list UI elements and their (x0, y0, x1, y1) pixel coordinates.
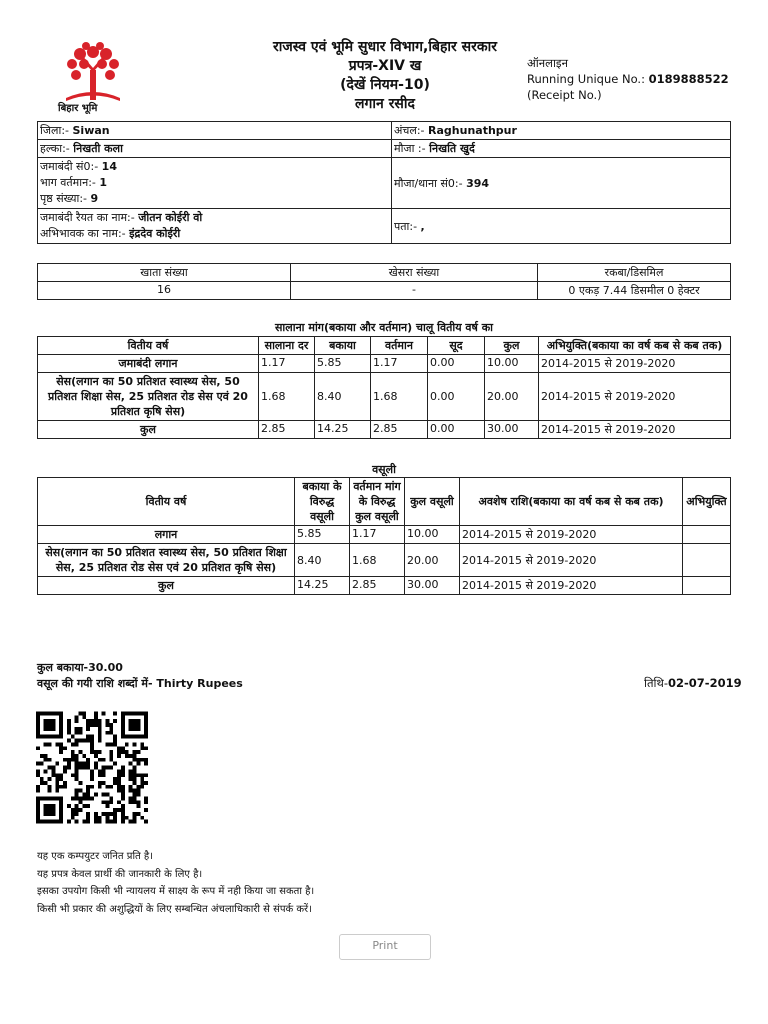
coll-cell (683, 526, 731, 544)
receipt-date (644, 676, 742, 691)
dues-cell: 1.68 (371, 373, 428, 421)
coll-header: बकाया के विरुद्ध वसूली (295, 478, 350, 526)
dues-cell: 1.68 (259, 373, 315, 421)
amount-words-label: वसूल की गयी राशि शब्दों में- (37, 677, 153, 690)
department-title: राजस्व एवं भूमि सुधार विभाग,बिहार सरकार (273, 39, 497, 55)
receipt-no-label: (Receipt No.) (527, 88, 602, 102)
coll-cell: कुल (38, 577, 295, 595)
note-line: किसी भी प्रकार की अशुद्धियों के लिए सम्बन्धित अंचलाधिकारी से संपर्क करें। (37, 903, 312, 915)
table-row (38, 355, 731, 373)
circle-value: Raghunathpur (428, 124, 517, 137)
rakba-header: रकबा/डिसमिल (538, 264, 731, 282)
coll-header: अभियुक्ति (683, 478, 731, 526)
dues-header: अभियुक्ति(बकाया का वर्ष कब से कब तक) (539, 337, 731, 355)
coll-cell: 30.00 (405, 577, 460, 595)
jamabandi-label: जमाबंदी सं0:- (40, 160, 99, 173)
coll-header: वर्तमान मांग के विरुद्ध कुल वसूली (350, 478, 405, 526)
address-value: , (420, 219, 425, 233)
collection-table (37, 477, 731, 595)
coll-cell: 2014-2015 से 2019-2020 (460, 544, 683, 577)
dues-cell: 30.00 (485, 421, 539, 439)
table-row (38, 544, 731, 577)
district-value: Siwan (72, 124, 110, 137)
annual-dues-table (37, 336, 731, 439)
halka-value: निखती कला (73, 142, 123, 155)
dues-cell: 0.00 (428, 355, 485, 373)
dues-header: कुल (485, 337, 539, 355)
coll-cell: 1.17 (350, 526, 405, 544)
receipt-title: लगान रसीद (355, 96, 415, 112)
guardian-label: अभिभावक का नाम:- (40, 227, 126, 240)
dues-cell: 0.00 (428, 373, 485, 421)
dues-header: वितीय वर्ष (38, 337, 259, 355)
dues-cell: 1.17 (371, 355, 428, 373)
khesra-header: खेसरा संख्या (291, 264, 538, 282)
receipt-number-block (527, 55, 729, 103)
rakba-value: 0 एकड़ 7.44 डिसमील 0 हेक्टर (538, 282, 731, 300)
coll-cell (683, 577, 731, 595)
table-row (38, 577, 731, 595)
coll-header: अवशेष राशि(बकाया का वर्ष कब से कब तक) (460, 478, 683, 526)
coll-cell: 14.25 (295, 577, 350, 595)
dues-header: सूद (428, 337, 485, 355)
running-no-value: 0189888522 (648, 72, 729, 86)
dues-cell: 2014-2015 से 2019-2020 (539, 373, 731, 421)
table-row (38, 526, 731, 544)
bhag-value: 1 (99, 176, 108, 189)
dues-title: सालाना मांग(बकाया और वर्तमान) चालू वितीय वर्ष का (274, 321, 494, 334)
dues-header: वर्तमान (371, 337, 428, 355)
halka-label: हल्का:- (40, 142, 70, 155)
collection-title: वसूली (372, 463, 396, 476)
circle-label: अंचल:- (394, 124, 425, 137)
dues-cell: कुल (38, 421, 259, 439)
dues-header: सालाना दर (259, 337, 315, 355)
coll-header: कुल वसूली (405, 478, 460, 526)
thana-label: मौजा/थाना सं0:- (394, 176, 463, 190)
date-value: 02-07-2019 (668, 676, 742, 690)
online-label: ऑनलाइन (527, 56, 568, 70)
page-label: पृष्ठ संख्या:- (40, 192, 87, 205)
district-label: जिला:- (40, 124, 69, 137)
table-row (38, 421, 731, 439)
address-label: पता:- (394, 219, 418, 233)
print-button[interactable]: Print (339, 934, 431, 960)
coll-cell: लगान (38, 526, 295, 544)
dues-cell: 1.17 (259, 355, 315, 373)
note-line: इसका उपयोग किसी भी न्यायलय में साक्ष्य के रूप में नही किया जा सकता है। (37, 886, 315, 897)
raiyat-label: जमाबंदी रैयत का नाम:- (40, 211, 135, 224)
rule-reference: (देखें नियम-10) (340, 77, 430, 93)
bhag-label: भाग वर्तमान:- (40, 176, 96, 189)
note-line: यह प्रपत्र केवल प्रार्थी की जानकारी के लिए है। (37, 868, 203, 880)
dues-cell: जमाबंदी लगान (38, 355, 259, 373)
date-label: तिथि- (644, 676, 669, 690)
dues-cell: 2.85 (371, 421, 428, 439)
raiyat-value: जीतन कोईरी वो (138, 211, 203, 224)
coll-cell: सेस(लगान का 50 प्रतिशत स्वास्थ्य सेस, 50 प्रतिशत शिक्षा सेस, 25 प्रतिशत रोड सेस एवं 20 प्रतिशत कृषि सेस) (38, 544, 295, 577)
guardian-value: इंद्रदेव कोईरी (129, 227, 181, 240)
dues-cell: 2014-2015 से 2019-2020 (539, 421, 731, 439)
coll-cell: 10.00 (405, 526, 460, 544)
coll-cell: 1.68 (350, 544, 405, 577)
dues-cell: 2.85 (259, 421, 315, 439)
thana-value: 394 (466, 176, 490, 190)
mauza-label: मौजा :- (394, 142, 426, 155)
coll-cell: 2014-2015 से 2019-2020 (460, 577, 683, 595)
dues-cell: 0.00 (428, 421, 485, 439)
total-due: कुल बकाया-30.00 (37, 661, 123, 674)
coll-cell: 2.85 (350, 577, 405, 595)
coll-cell: 5.85 (295, 526, 350, 544)
khata-header: खाता संख्या (38, 264, 291, 282)
khesra-value: - (291, 282, 538, 300)
mauza-value: निखति खुर्द (429, 142, 475, 155)
dues-cell: सेस(लगान का 50 प्रतिशत स्वास्थ्य सेस, 50 प्रतिशत शिक्षा सेस, 25 प्रतिशत रोड सेस एवं 20 प्रतिशत कृषि सेस) (38, 373, 259, 421)
dues-cell: 14.25 (315, 421, 371, 439)
form-title: प्रपत्र-XIV ख (348, 58, 422, 74)
note-line: यह एक कम्पयुटर जनित प्रति है। (37, 851, 154, 862)
dues-cell: 10.00 (485, 355, 539, 373)
running-no-label: Running Unique No.: (527, 72, 645, 86)
dues-cell: 8.40 (315, 373, 371, 421)
coll-cell (683, 544, 731, 577)
disclaimer-notes (37, 848, 314, 918)
logo-caption: बिहार भूमि (58, 103, 98, 114)
khata-value: 16 (38, 282, 291, 300)
dues-cell: 20.00 (485, 373, 539, 421)
coll-cell: 2014-2015 से 2019-2020 (460, 526, 683, 544)
table-row (38, 373, 731, 421)
qr-code-icon (36, 710, 148, 825)
coll-header: वितीय वर्ष (38, 478, 295, 526)
page-value: 9 (90, 192, 99, 205)
coll-cell: 20.00 (405, 544, 460, 577)
dues-cell: 2014-2015 से 2019-2020 (539, 355, 731, 373)
amount-in-words (37, 676, 243, 691)
land-info-table (37, 121, 731, 244)
khata-table (37, 263, 731, 300)
dues-cell: 5.85 (315, 355, 371, 373)
dues-header: बकाया (315, 337, 371, 355)
jamabandi-value: 14 (101, 160, 117, 173)
coll-cell: 8.40 (295, 544, 350, 577)
amount-words-value: Thirty Rupees (156, 677, 243, 690)
